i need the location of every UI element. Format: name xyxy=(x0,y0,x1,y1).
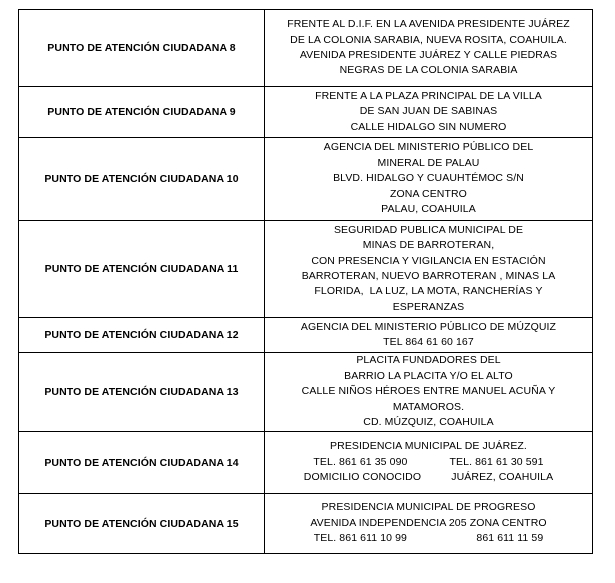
point-name: PUNTO DE ATENCIÓN CIUDADANA 8 xyxy=(19,10,265,87)
point-address xyxy=(265,87,593,138)
address-line: MINERAL DE PALAU xyxy=(377,156,480,169)
address-line: DE SAN JUAN DE SABINAS xyxy=(359,105,498,118)
table-row xyxy=(19,494,593,554)
point-address xyxy=(265,432,593,494)
address-line: TEL. 861 61 35 090 TEL. 861 61 30 591 xyxy=(313,455,544,468)
point-address xyxy=(265,353,593,432)
table-row xyxy=(19,432,593,494)
table-row xyxy=(19,138,593,221)
point-name: PUNTO DE ATENCIÓN CIUDADANA 9 xyxy=(19,87,265,138)
point-name: PUNTO DE ATENCIÓN CIUDADANA 12 xyxy=(19,318,265,353)
address-line: AGENCIA DEL MINISTERIO PÚBLICO DE MÚZQUIZ xyxy=(300,320,557,333)
address-line: CALLE HIDALGO SIN NUMERO xyxy=(350,120,507,133)
address-line: DOMICILIO CONOCIDO JUÁREZ, COAHUILA xyxy=(303,471,554,484)
address-line: FLORIDA, LA LUZ, LA MOTA, RANCHERÍAS Y xyxy=(314,285,543,298)
address-line: ESPERANZAS xyxy=(392,300,465,313)
address-line: CD. MÚZQUIZ, COAHUILA xyxy=(363,416,494,429)
address-line: CON PRESENCIA Y VIGILANCIA EN ESTACIÓN xyxy=(311,254,546,267)
address-line: PALAU, COAHUILA xyxy=(381,203,476,216)
address-line: DE LA COLONIA SARABIA, NUEVA ROSITA, COAHUILA. xyxy=(290,33,567,46)
address-line: ZONA CENTRO xyxy=(390,187,467,200)
table-row xyxy=(19,353,593,432)
point-name: PUNTO DE ATENCIÓN CIUDADANA 14 xyxy=(19,432,265,494)
address-line: NEGRAS DE LA COLONIA SARABIA xyxy=(339,64,518,77)
table-row xyxy=(19,318,593,353)
point-address xyxy=(265,221,593,318)
address-line: TEL 864 61 60 167 xyxy=(383,336,474,348)
address-line: AVENIDA PRESIDENTE JUÁREZ Y CALLE PIEDRAS xyxy=(299,49,558,61)
address-line: BLVD. HIDALGO Y CUAUHTÉMOC S/N xyxy=(333,172,524,185)
address-line: FRENTE A LA PLAZA PRINCIPAL DE LA VILLA xyxy=(315,89,542,102)
point-address xyxy=(265,318,593,353)
address-line: TEL. 861 611 10 99 861 611 11 59 xyxy=(313,532,544,545)
point-address xyxy=(265,494,593,554)
table-row xyxy=(19,87,593,138)
address-line: SEGURIDAD PUBLICA MUNICIPAL DE xyxy=(333,223,524,236)
table-row xyxy=(19,10,593,87)
address-line: FRENTE AL D.I.F. EN LA AVENIDA PRESIDENTE JUÁREZ xyxy=(287,18,570,31)
address-line: AGENCIA DEL MINISTERIO PÚBLICO DEL xyxy=(323,141,534,154)
address-line: AVENIDA INDEPENDENCIA 205 ZONA CENTRO xyxy=(310,516,547,529)
point-address xyxy=(265,138,593,221)
address-line: PLACITA FUNDADORES DEL xyxy=(356,354,501,367)
point-name: PUNTO DE ATENCIÓN CIUDADANA 11 xyxy=(19,221,265,318)
address-line: PRESIDENCIA MUNICIPAL DE JUÁREZ. xyxy=(330,440,527,453)
address-line: PRESIDENCIA MUNICIPAL DE PROGRESO xyxy=(321,501,536,514)
point-address xyxy=(265,10,593,87)
address-line: BARRIO LA PLACITA Y/O EL ALTO xyxy=(344,369,513,382)
citizen-service-points-table xyxy=(18,9,593,554)
point-name: PUNTO DE ATENCIÓN CIUDADANA 13 xyxy=(19,353,265,432)
point-name: PUNTO DE ATENCIÓN CIUDADANA 10 xyxy=(19,138,265,221)
address-line: MINAS DE BARROTERAN, xyxy=(362,239,495,252)
point-name: PUNTO DE ATENCIÓN CIUDADANA 15 xyxy=(19,494,265,554)
address-line: MATAMOROS. xyxy=(392,400,465,413)
address-line: CALLE NIÑOS HÉROES ENTRE MANUEL ACUÑA Y xyxy=(301,385,556,398)
table-row xyxy=(19,221,593,318)
address-line: BARROTERAN, NUEVO BARROTERAN , MINAS LA xyxy=(301,270,556,282)
